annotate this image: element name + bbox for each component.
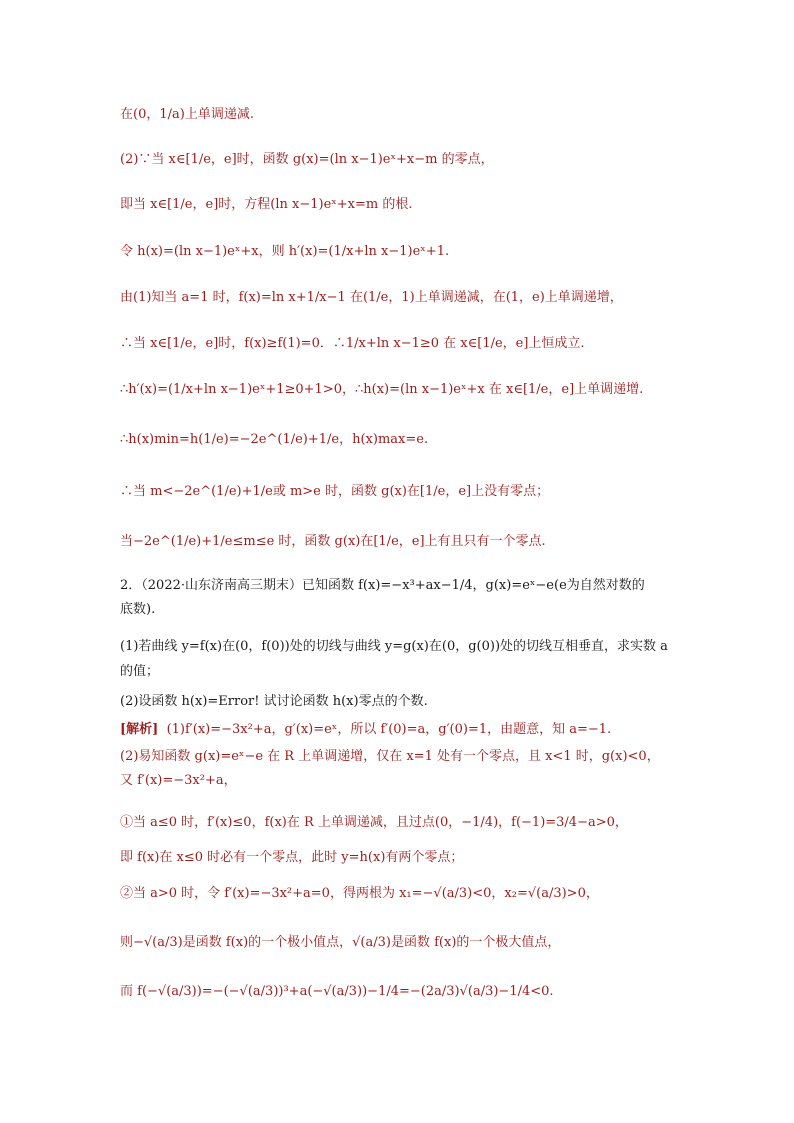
- analysis-line-8: 而 f(−√(a/3))=−(−√(a/3))³+a(−√(a/3))−1/4=−(2a/3)√(a/3)−1/4<0.: [120, 984, 554, 999]
- solution-line-1: 在(0，1/a)上单调递减.: [120, 107, 254, 122]
- analysis-line-1: [120, 721, 680, 739]
- problem-2-part-1-cont: 的值；: [120, 664, 160, 679]
- analysis-line-7: 则−√(a/3)是函数 f(x)的一个极小值点，√(a/3)是函数 f(x)的一个极大值点，: [120, 935, 561, 950]
- solution-line-6: ∴当 x∈[1/e，e]时，f(x)≥f(1)=0．∴1/x+ln x−1≥0 在 x∈[1/e，e]上恒成立.: [120, 336, 585, 351]
- analysis-tag: [解析]: [120, 722, 159, 737]
- solution-line-5: 由(1)知当 a=1 时，f(x)=ln x+1/x−1 在(1/e，1)上单调递减，在(1，e)上单调递增，: [120, 290, 623, 305]
- solution-line-7: ∴h′(x)=(1/x+ln x−1)eˣ+1≥0+1>0，∴h(x)=(ln x−1)eˣ+x 在 x∈[1/e，e]上单调递增.: [120, 382, 644, 397]
- problem-2-statement-cont: 底数).: [120, 602, 156, 617]
- analysis-line-5: 即 f(x)在 x≤0 时必有一个零点，此时 y=h(x)有两个零点；: [120, 850, 464, 865]
- analysis-line-4: ①当 a≤0 时，f′(x)≤0，f(x)在 R 上单调递减，且过点(0，−1/4)，f(−1)=3/4−a>0，: [120, 815, 628, 830]
- analysis-line-3: 又 f′(x)=−3x²+a，: [120, 773, 237, 788]
- solution-line-3: 即当 x∈[1/e，e]时，方程(ln x−1)eˣ+x=m 的根.: [120, 197, 413, 212]
- solution-line-8: ∴h(x)min=h(1/e)=−2e^(1/e)+1/e，h(x)max=e.: [120, 432, 429, 447]
- solution-line-2: (2)∵当 x∈[1/e，e]时，函数 g(x)=(ln x−1)eˣ+x−m 的零点，: [120, 152, 494, 167]
- solution-line-9: ∴当 m<−2e^(1/e)+1/e或 m>e 时，函数 g(x)在[1/e，e]上没有零点；: [120, 484, 550, 499]
- problem-2-part-1: (1)若曲线 y=f(x)在(0，f(0))处的切线与曲线 y=g(x)在(0，g(0))处的切线互相垂直，求实数 a: [120, 639, 668, 654]
- analysis-line-2: (2)易知函数 g(x)=eˣ−e 在 R 上单调递增，仅在 x=1 处有一个零点，且 x<1 时，g(x)<0，: [120, 749, 660, 764]
- analysis-line-1-text: (1)f′(x)=−3x²+a，g′(x)=eˣ，所以 f′(0)=a，g′(0)=1，由题意，知 a=−1.: [166, 722, 612, 737]
- solution-line-10: 当−2e^(1/e)+1/e≤m≤e 时，函数 g(x)在[1/e，e]上有且只有一个零点.: [120, 534, 546, 549]
- solution-line-4: 令 h(x)=(ln x−1)eˣ+x，则 h′(x)=(1/x+ln x−1)eˣ+1.: [120, 244, 450, 259]
- analysis-line-6: ②当 a>0 时，令 f′(x)=−3x²+a=0，得两根为 x₁=−√(a/3)<0，x₂=√(a/3)>0，: [120, 886, 599, 901]
- problem-2-part-2: (2)设函数 h(x)=Error! 试讨论函数 h(x)零点的个数.: [120, 694, 428, 709]
- problem-2-statement: 2．（2022·山东济南高三期末）已知函数 f(x)=−x³+ax−1/4，g(x)=eˣ−e(e为自然对数的: [120, 578, 645, 593]
